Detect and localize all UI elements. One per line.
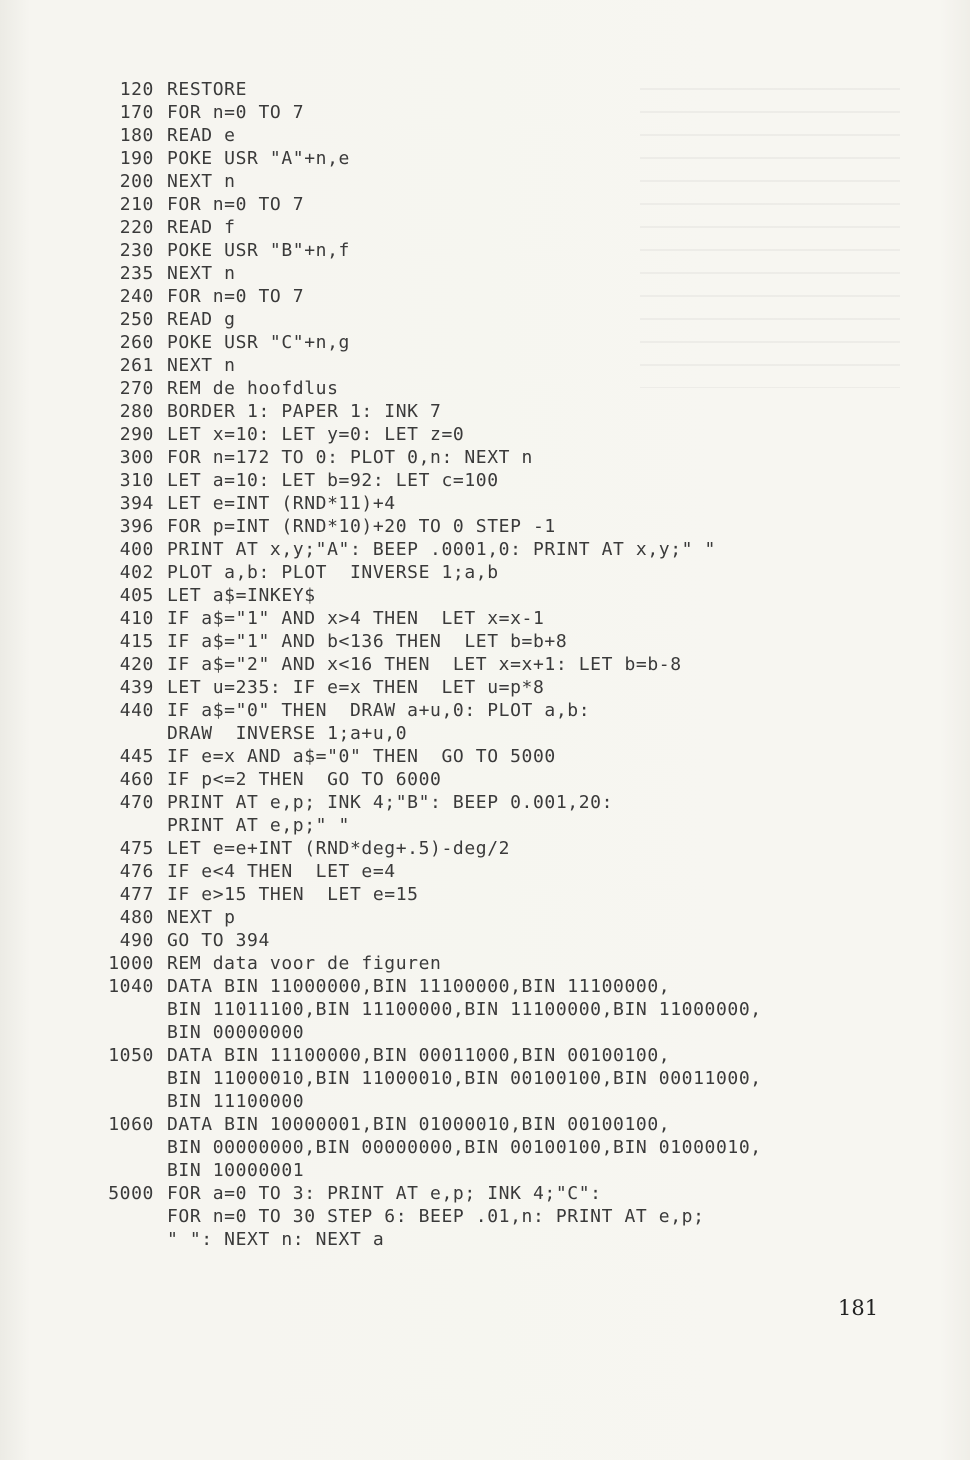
code-line — [98, 860, 918, 883]
code-line — [98, 584, 918, 607]
line-number: 200 — [119, 171, 154, 192]
line-code: DRAW INVERSE 1;a+u,0 — [167, 723, 408, 744]
line-code: POKE USR "B"+n,f — [167, 240, 350, 261]
line-number: 402 — [119, 562, 154, 583]
line-code: PRINT AT x,y;"A": BEEP .0001,0: PRINT AT x,y;" " — [167, 539, 716, 560]
line-code: NEXT n — [167, 263, 236, 284]
line-number: 261 — [119, 355, 154, 376]
line-code: POKE USR "A"+n,e — [167, 148, 350, 169]
code-line — [98, 262, 918, 285]
line-number: 477 — [119, 884, 154, 905]
code-line — [98, 147, 918, 170]
code-line — [98, 170, 918, 193]
code-line — [98, 377, 918, 400]
code-line — [98, 469, 918, 492]
code-line — [98, 1067, 918, 1090]
line-code: BIN 11000010,BIN 11000010,BIN 00100100,BIN 00011000, — [167, 1068, 762, 1089]
line-number: 1060 — [108, 1114, 154, 1135]
line-number: 405 — [119, 585, 154, 606]
line-number: 394 — [119, 493, 154, 514]
code-line — [98, 814, 918, 837]
line-code: NEXT n — [167, 171, 236, 192]
line-code: BIN 11100000 — [167, 1091, 305, 1112]
line-number: 415 — [119, 631, 154, 652]
code-line — [98, 1090, 918, 1113]
line-number — [98, 1067, 154, 1090]
line-code: NEXT n — [167, 355, 236, 376]
line-number — [98, 722, 154, 745]
line-code: FOR p=INT (RND*10)+20 TO 0 STEP -1 — [167, 516, 556, 537]
line-number: 230 — [119, 240, 154, 261]
line-code: IF a$="1" AND b<136 THEN LET b=b+8 — [167, 631, 568, 652]
line-number: 5000 — [108, 1183, 154, 1204]
line-code: READ f — [167, 217, 236, 238]
line-code: LET a$=INKEY$ — [167, 585, 316, 606]
line-code: REM de hoofdlus — [167, 378, 339, 399]
code-line — [98, 1228, 918, 1251]
code-line — [98, 423, 918, 446]
line-number — [98, 1159, 154, 1182]
line-code: IF a$="1" AND x>4 THEN LET x=x-1 — [167, 608, 545, 629]
line-number: 250 — [119, 309, 154, 330]
line-number — [98, 1090, 154, 1113]
line-number: 170 — [119, 102, 154, 123]
code-line — [98, 78, 918, 101]
code-line — [98, 285, 918, 308]
line-number: 410 — [119, 608, 154, 629]
line-code: BIN 11011100,BIN 11100000,BIN 11100000,BIN 11000000, — [167, 999, 762, 1020]
line-code: LET a=10: LET b=92: LET c=100 — [167, 470, 499, 491]
line-code: DATA BIN 11100000,BIN 00011000,BIN 00100100, — [167, 1045, 671, 1066]
line-number: 476 — [119, 861, 154, 882]
line-number: 400 — [119, 539, 154, 560]
line-number: 440 — [119, 700, 154, 721]
line-code: IF p<=2 THEN GO TO 6000 — [167, 769, 442, 790]
line-number: 460 — [119, 769, 154, 790]
line-code: IF a$="0" THEN DRAW a+u,0: PLOT a,b: — [167, 700, 591, 721]
line-code: PRINT AT e,p; INK 4;"B": BEEP 0.001,20: — [167, 792, 614, 813]
line-number: 280 — [119, 401, 154, 422]
line-number — [98, 998, 154, 1021]
line-number: 300 — [119, 447, 154, 468]
code-line — [98, 561, 918, 584]
line-number: 445 — [119, 746, 154, 767]
line-code: FOR n=172 TO 0: PLOT 0,n: NEXT n — [167, 447, 533, 468]
line-code: DATA BIN 11000000,BIN 11100000,BIN 11100000, — [167, 976, 671, 997]
code-line — [98, 515, 918, 538]
line-number: 290 — [119, 424, 154, 445]
code-line — [98, 722, 918, 745]
line-number: 396 — [119, 516, 154, 537]
code-line — [98, 1159, 918, 1182]
line-code: IF e>15 THEN LET e=15 — [167, 884, 419, 905]
code-line — [98, 216, 918, 239]
line-code: READ e — [167, 125, 236, 146]
line-code: LET u=235: IF e=x THEN LET u=p*8 — [167, 677, 545, 698]
line-code: FOR a=0 TO 3: PRINT AT e,p; INK 4;"C": — [167, 1183, 602, 1204]
line-number: 1050 — [108, 1045, 154, 1066]
code-line — [98, 308, 918, 331]
line-code: LET x=10: LET y=0: LET z=0 — [167, 424, 465, 445]
line-code: GO TO 394 — [167, 930, 270, 951]
code-line — [98, 1021, 918, 1044]
code-line — [98, 699, 918, 722]
line-number — [98, 1205, 154, 1228]
code-line — [98, 676, 918, 699]
line-code: RESTORE — [167, 79, 248, 100]
code-line — [98, 101, 918, 124]
line-code: BORDER 1: PAPER 1: INK 7 — [167, 401, 442, 422]
code-line — [98, 745, 918, 768]
line-number — [98, 1021, 154, 1044]
line-code: BIN 10000001 — [167, 1160, 305, 1181]
code-line — [98, 193, 918, 216]
line-code: POKE USR "C"+n,g — [167, 332, 350, 353]
code-line — [98, 653, 918, 676]
line-number: 470 — [119, 792, 154, 813]
code-line — [98, 607, 918, 630]
line-number: 270 — [119, 378, 154, 399]
line-code: BIN 00000000,BIN 00000000,BIN 00100100,BIN 01000010, — [167, 1137, 762, 1158]
line-number: 420 — [119, 654, 154, 675]
line-code: READ g — [167, 309, 236, 330]
code-line — [98, 492, 918, 515]
code-line — [98, 354, 918, 377]
line-code: FOR n=0 TO 7 — [167, 194, 305, 215]
line-number: 180 — [119, 125, 154, 146]
code-line — [98, 952, 918, 975]
line-number: 1040 — [108, 976, 154, 997]
line-number: 120 — [119, 79, 154, 100]
line-number — [98, 1136, 154, 1159]
line-code: LET e=INT (RND*11)+4 — [167, 493, 396, 514]
line-number — [98, 814, 154, 837]
basic-program-listing — [98, 78, 918, 1251]
line-code: DATA BIN 10000001,BIN 01000010,BIN 00100100, — [167, 1114, 671, 1135]
line-number: 210 — [119, 194, 154, 215]
line-code: PLOT a,b: PLOT INVERSE 1;a,b — [167, 562, 499, 583]
line-number: 220 — [119, 217, 154, 238]
line-code: IF a$="2" AND x<16 THEN LET x=x+1: LET b=b-8 — [167, 654, 682, 675]
line-number: 190 — [119, 148, 154, 169]
code-line — [98, 929, 918, 952]
line-code: PRINT AT e,p;" " — [167, 815, 350, 836]
line-number: 480 — [119, 907, 154, 928]
line-number — [98, 1228, 154, 1251]
line-number: 310 — [119, 470, 154, 491]
line-number: 490 — [119, 930, 154, 951]
code-line — [98, 791, 918, 814]
line-code: FOR n=0 TO 7 — [167, 286, 305, 307]
line-number: 235 — [119, 263, 154, 284]
code-line — [98, 400, 918, 423]
code-line — [98, 446, 918, 469]
code-line — [98, 1182, 918, 1205]
line-code: NEXT p — [167, 907, 236, 928]
line-code: FOR n=0 TO 7 — [167, 102, 305, 123]
code-line — [98, 124, 918, 147]
line-code: REM data voor de figuren — [167, 953, 442, 974]
line-code: FOR n=0 TO 30 STEP 6: BEEP .01,n: PRINT AT e,p; — [167, 1206, 705, 1227]
line-code: LET e=e+INT (RND*deg+.5)-deg/2 — [167, 838, 511, 859]
line-number: 439 — [119, 677, 154, 698]
code-line — [98, 1205, 918, 1228]
code-line — [98, 906, 918, 929]
code-line — [98, 1044, 918, 1067]
code-line — [98, 331, 918, 354]
code-line — [98, 1113, 918, 1136]
code-line — [98, 1136, 918, 1159]
page-number: 181 — [838, 1296, 879, 1320]
line-number: 1000 — [108, 953, 154, 974]
code-line — [98, 630, 918, 653]
code-line — [98, 837, 918, 860]
line-number: 260 — [119, 332, 154, 353]
line-code: IF e<4 THEN LET e=4 — [167, 861, 396, 882]
line-number: 475 — [119, 838, 154, 859]
line-number: 240 — [119, 286, 154, 307]
code-line — [98, 975, 918, 998]
line-code: " ": NEXT n: NEXT a — [167, 1229, 385, 1250]
code-line — [98, 239, 918, 262]
code-line — [98, 768, 918, 791]
code-line — [98, 538, 918, 561]
code-line — [98, 998, 918, 1021]
code-line — [98, 883, 918, 906]
line-code: BIN 00000000 — [167, 1022, 305, 1043]
line-code: IF e=x AND a$="0" THEN GO TO 5000 — [167, 746, 556, 767]
